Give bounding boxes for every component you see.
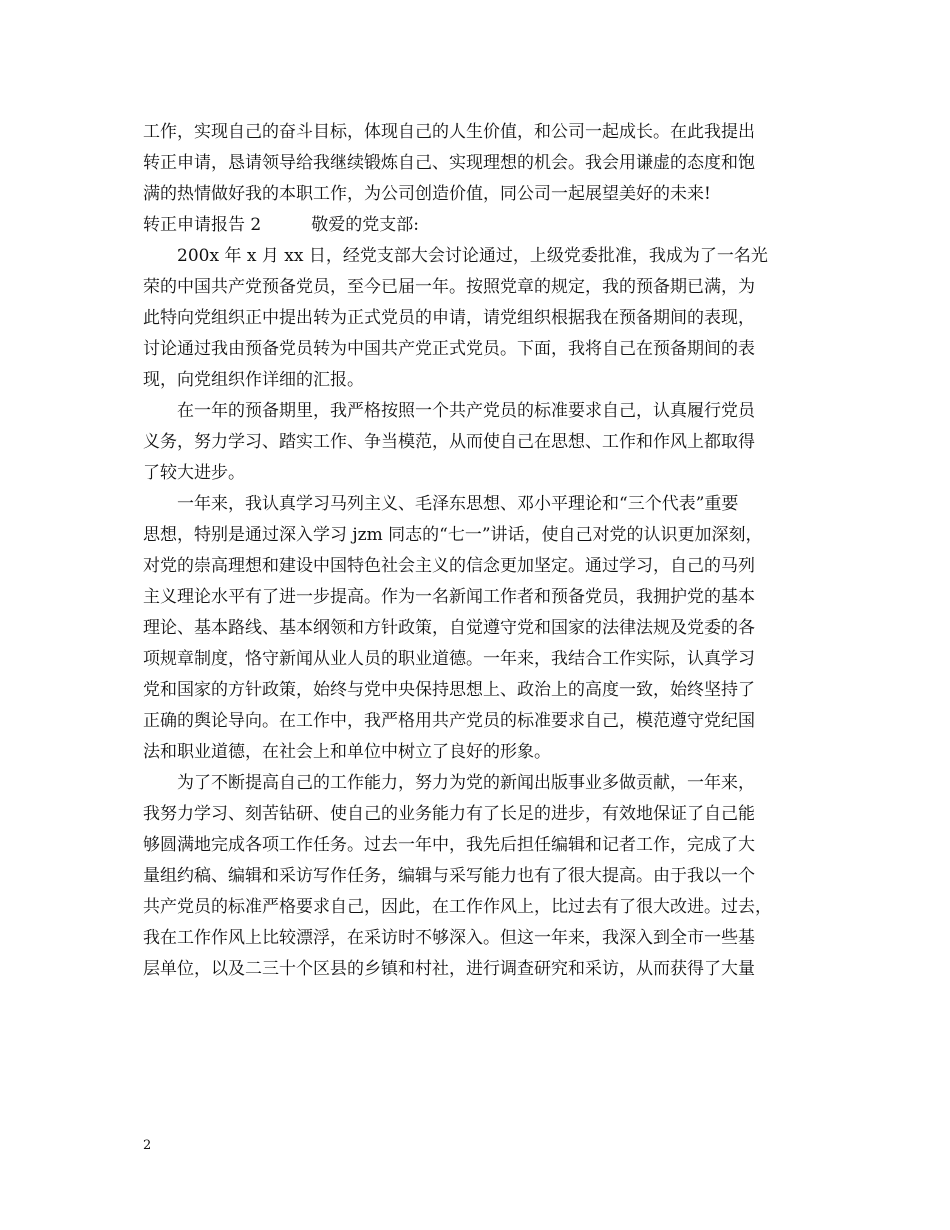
paragraph-3 bbox=[143, 489, 823, 768]
text-line: 对党的崇高理想和建设中国特色社会主义的信念更加坚定。通过学习，自己的马列 bbox=[143, 556, 755, 576]
text-line: 我努力学习、刻苦钻研、使自己的业务能力有了长足的进步，有效地保证了自己能 bbox=[143, 804, 755, 824]
page-number: 2 bbox=[143, 1138, 152, 1153]
text-line: 此特向党组织正中提出转为正式党员的申请，请党组织根据我在预备期间的表现， bbox=[143, 308, 755, 328]
text-line: 200x 年 x 月 xx 日，经党支部大会讨论通过，上级党委批准，我成为了一名光 bbox=[177, 246, 768, 266]
text-line: 我在工作作风上比较漂浮，在采访时不够深入。但这一年来，我深入到全市一些基 bbox=[143, 928, 755, 948]
section-title: 转正申请报告 2 bbox=[143, 215, 262, 235]
text-line: 法和职业道德，在社会上和单位中树立了良好的形象。 bbox=[143, 742, 551, 762]
text-line: 理论、基本路线、基本纲领和方针政策，自觉遵守党和国家的法律法规及党委的各 bbox=[143, 618, 755, 638]
text-line: 现，向党组织作详细的汇报。 bbox=[143, 370, 364, 390]
text-line: 共产党员的标准严格要求自己，因此，在工作作风上，比过去有了很大改进。过去， bbox=[143, 897, 772, 917]
text-line: 主义理论水平有了进一步提高。作为一名新闻工作者和预备党员，我拥护党的基本 bbox=[143, 587, 755, 607]
text-line: 够圆满地完成各项工作任务。过去一年中，我先后担任编辑和记者工作，完成了大 bbox=[143, 835, 755, 855]
text-line: 正确的舆论导向。在工作中，我严格用共产党员的标准要求自己，模范遵守党纪国 bbox=[143, 711, 755, 731]
text-line: 转正申请，恳请领导给我继续锻炼自己、实现理想的机会。我会用谦虚的态度和饱 bbox=[143, 153, 755, 173]
text-line: 了较大进步。 bbox=[143, 463, 245, 483]
text-line: 一年来，我认真学习马列主义、毛泽东思想、邓小平理论和“三个代表”重要 bbox=[177, 494, 739, 514]
salutation: 敬爱的党支部: bbox=[311, 215, 419, 235]
text-line: 荣的中国共产党预备党员，至今已届一年。按照党章的规定，我的预备期已满，为 bbox=[143, 277, 755, 297]
paragraph-4 bbox=[143, 768, 823, 985]
section-heading bbox=[143, 210, 823, 241]
text-line: 在一年的预备期里，我严格按照一个共产党员的标准要求自己，认真履行党员 bbox=[177, 401, 755, 421]
document-body bbox=[143, 117, 823, 985]
text-line: 思想，特别是通过深入学习 jzm 同志的“七一”讲话，使自己对党的认识更加深刻， bbox=[143, 525, 763, 545]
text-line: 工作，实现自己的奋斗目标，体现自己的人生价值，和公司一起成长。在此我提出 bbox=[143, 122, 755, 142]
paragraph-2 bbox=[143, 396, 823, 489]
text-line: 党和国家的方针政策，始终与党中央保持思想上、政治上的高度一致，始终坚持了 bbox=[143, 680, 755, 700]
continued-paragraph bbox=[143, 117, 823, 210]
text-line: 量组约稿、编辑和采访写作任务，编辑与采写能力也有了很大提高。由于我以一个 bbox=[143, 866, 755, 886]
text-line: 满的热情做好我的本职工作，为公司创造价值，同公司一起展望美好的未来! bbox=[143, 184, 711, 204]
text-line: 层单位，以及二三十个区县的乡镇和村社，进行调查研究和采访，从而获得了大量 bbox=[143, 959, 755, 979]
text-line: 项规章制度，恪守新闻从业人员的职业道德。一年来，我结合工作实际，认真学习 bbox=[143, 649, 755, 669]
text-line: 为了不断提高自己的工作能力，努力为党的新闻出版事业多做贡献，一年来， bbox=[177, 773, 755, 793]
text-line: 义务，努力学习、踏实工作、争当模范，从而使自己在思想、工作和作风上都取得 bbox=[143, 432, 755, 452]
paragraph-1 bbox=[143, 241, 823, 396]
text-line: 讨论通过我由预备党员转为中国共产党正式党员。下面，我将自己在预备期间的表 bbox=[143, 339, 755, 359]
